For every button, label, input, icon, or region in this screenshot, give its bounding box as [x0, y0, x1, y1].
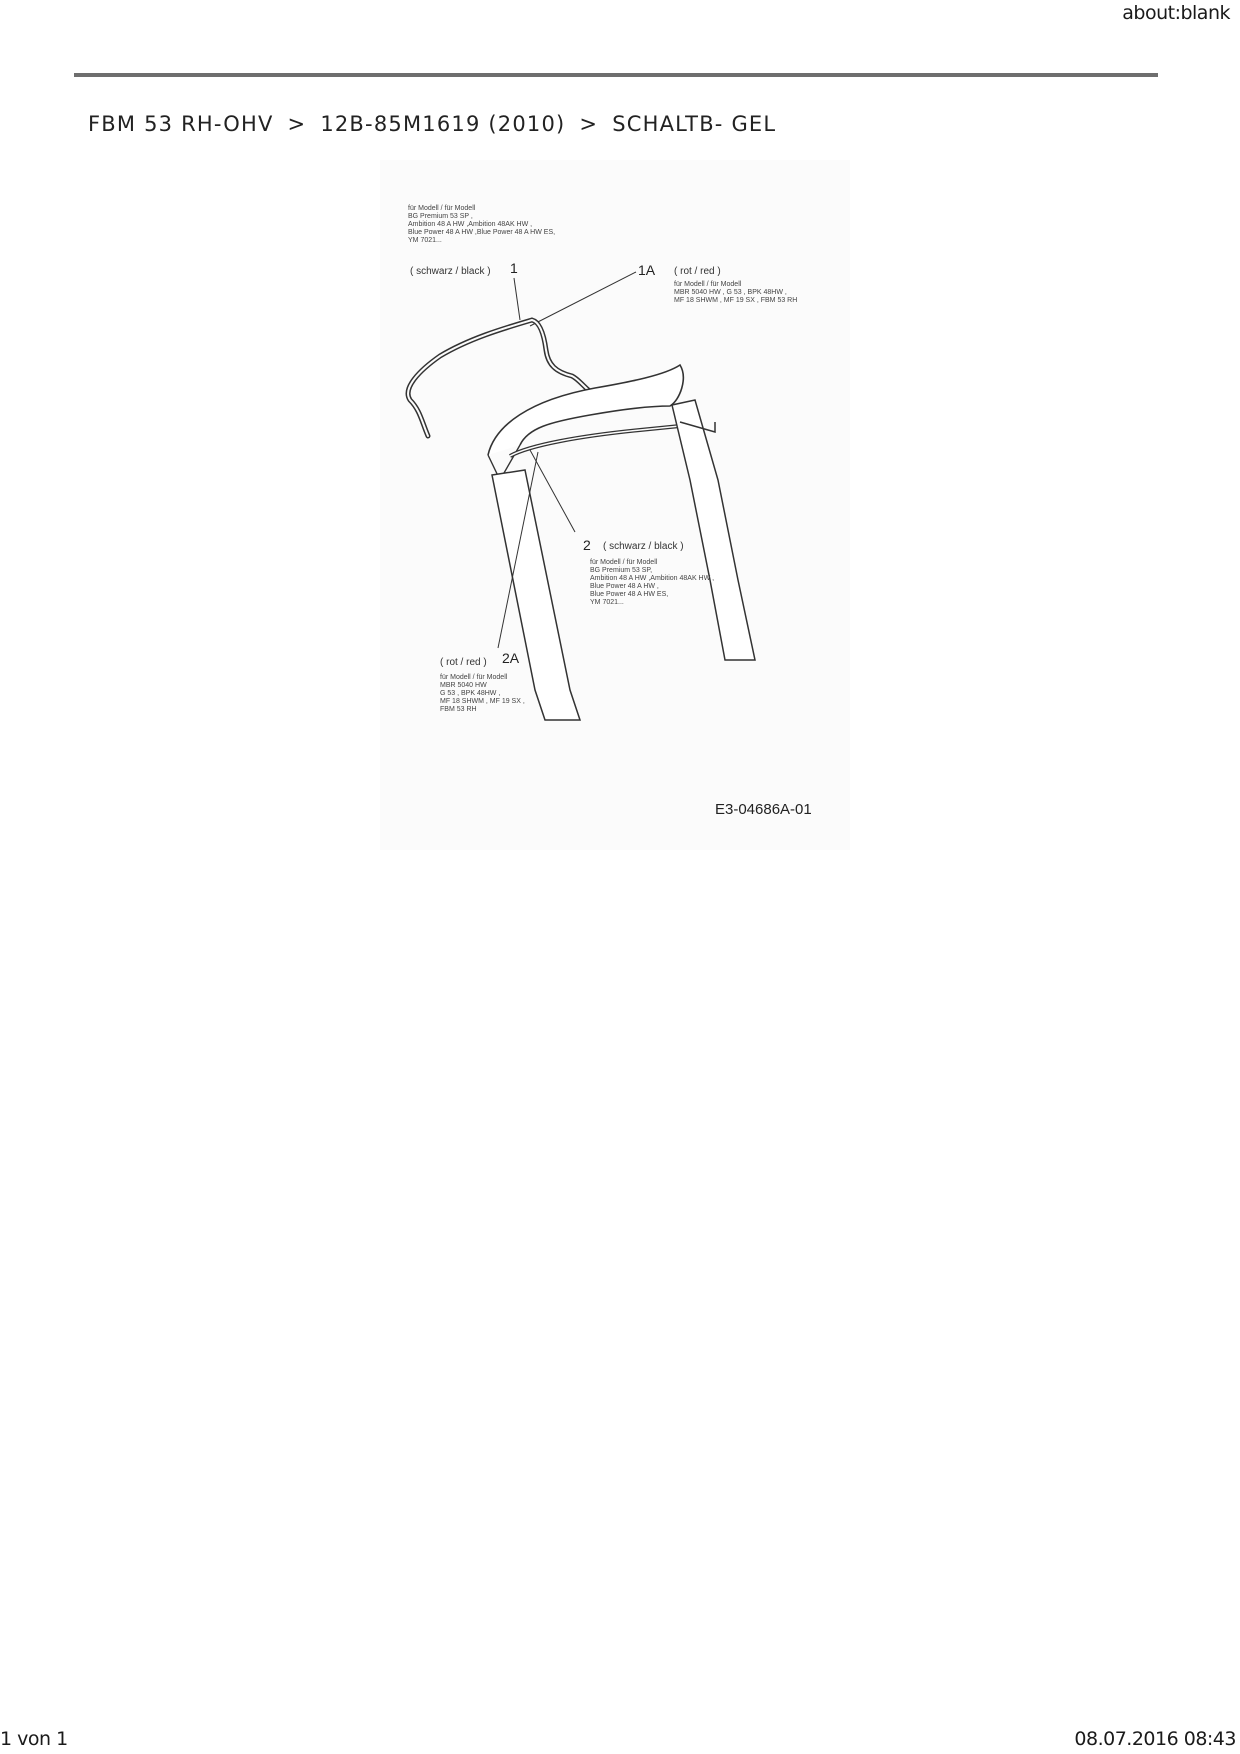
part-2-models-line: Blue Power 48 A HW , — [590, 583, 659, 590]
handle-left-leg — [492, 470, 580, 720]
part-2-models-line: BG Premium 53 SP, — [590, 567, 653, 574]
part-1A-number: 1A — [638, 262, 656, 278]
page-url: about:blank — [1122, 2, 1230, 24]
part-2A-models-line: G 53 , BPK 48HW , — [440, 690, 501, 697]
part-2-models-line: YM 7021... — [590, 599, 624, 606]
part-2A-number: 2A — [502, 650, 520, 666]
part-2A-models-line: FBM 53 RH — [440, 706, 477, 713]
part-1-color: ( schwarz / black ) — [410, 266, 491, 277]
drawing-code: E3-04686A-01 — [715, 801, 812, 818]
part-1A-color: ( rot / red ) — [674, 266, 721, 277]
part-2-models-line: Blue Power 48 A HW ES, — [590, 591, 669, 598]
parts-drawing — [380, 160, 850, 850]
breadcrumb-section: SCHALTB- GEL — [612, 112, 777, 136]
part-1-models-line: YM 7021... — [408, 237, 442, 244]
leader-line-2 — [530, 450, 575, 532]
part-2A-color: ( rot / red ) — [440, 657, 487, 668]
part-2-models-line: Ambition 48 A HW ,Ambition 48AK HW , — [590, 575, 715, 582]
breadcrumb — [88, 112, 776, 136]
part-2A-models-line: für Modell / für Modell — [440, 674, 508, 681]
breadcrumb-separator: > — [287, 112, 307, 136]
part-2-number: 2 — [583, 537, 591, 553]
part-1A-models-line: MBR 5040 HW , G 53 , BPK 48HW , — [674, 289, 787, 296]
part-2A-models-line: MF 18 SHWM , MF 19 SX , — [440, 698, 525, 705]
parts-diagram — [380, 160, 850, 850]
part-2A-models-line: MBR 5040 HW — [440, 682, 487, 689]
leader-line-1 — [514, 278, 520, 320]
handle-right-leg — [672, 400, 755, 660]
part-1-models-line: Ambition 48 A HW ,Ambition 48AK HW , — [408, 221, 533, 228]
part-1-number: 1 — [510, 260, 518, 276]
leader-line-1A — [530, 272, 636, 326]
page-count: 1 von 1 — [0, 1728, 68, 1750]
part-1-models-line: für Modell / für Modell — [408, 205, 476, 212]
breadcrumb-separator: > — [579, 112, 599, 136]
handle-top-grip — [488, 365, 683, 455]
print-timestamp: 08.07.2016 08:43 — [1074, 1728, 1236, 1750]
part-1A-models-line: MF 18 SHWM , MF 19 SX , FBM 53 RH — [674, 297, 798, 304]
part-1-models-line: BG Premium 53 SP , — [408, 213, 473, 220]
part-1-models-line: Blue Power 48 A HW ,Blue Power 48 A HW ES, — [408, 229, 556, 236]
part-2-color: ( schwarz / black ) — [603, 541, 684, 552]
breadcrumb-variant[interactable]: 12B-85M1619 (2010) — [320, 112, 566, 136]
part-2-models-line: für Modell / für Modell — [590, 559, 658, 566]
part-1A-models-line: für Modell / für Modell — [674, 281, 742, 288]
header-divider — [74, 73, 1158, 77]
breadcrumb-model[interactable]: FBM 53 RH-OHV — [88, 112, 274, 136]
